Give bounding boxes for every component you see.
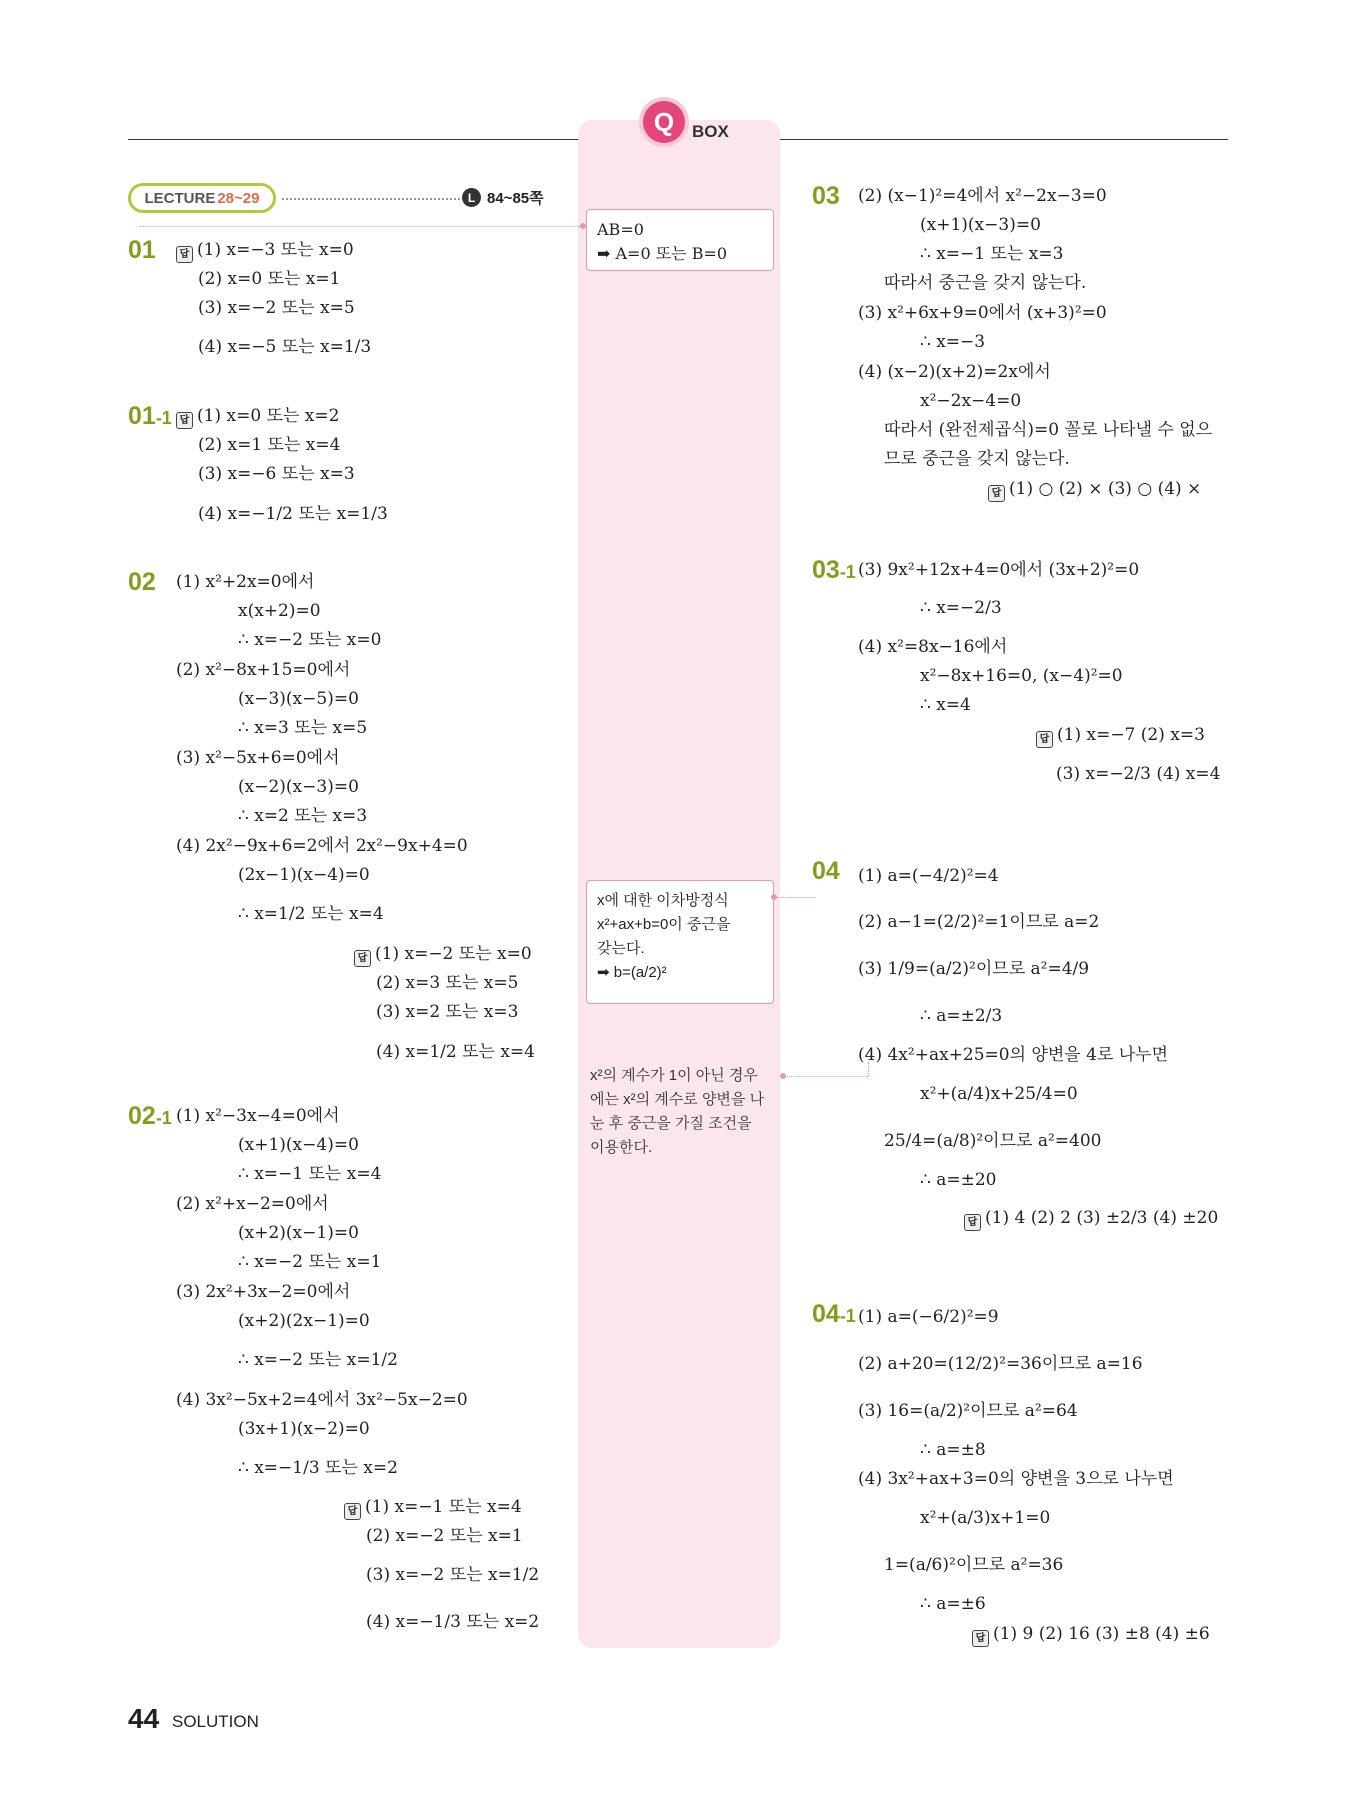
solution-line: ∴ a=±6 — [920, 1594, 986, 1614]
qbox-label: BOX — [692, 122, 729, 141]
answer-icon: 답 — [176, 246, 193, 263]
solution-line: ∴ a=±8 — [920, 1440, 986, 1460]
problem-number-sub: -1 — [839, 1306, 856, 1326]
note-line: x에 대한 이차방정식 — [597, 892, 729, 909]
answer-icon: 답 — [1036, 731, 1053, 748]
answer-text: (1) 4 (2) 2 (3) ±2/3 (4) ±20 — [985, 1208, 1219, 1228]
solution-line: 25/4=(a/8)²이므로 a²=400 — [884, 1131, 1102, 1151]
solution-line: 따라서 (완전제곱식)=0 꼴로 나타낼 수 없으 — [884, 420, 1213, 440]
solution-line: ∴ x=3 또는 x=5 — [238, 718, 368, 738]
answer-icon: 답 — [964, 1214, 981, 1231]
problem-number-main: 02 — [128, 1102, 156, 1130]
footer-label: SOLUTION — [172, 1712, 259, 1731]
answer-line: (2) x=0 또는 x=1 — [198, 269, 341, 289]
solution-line: (2) (x−1)²=4에서 x²−2x−3=0 — [858, 186, 1107, 206]
connector-dot — [771, 894, 777, 900]
qbox-note-leading-coefficient — [590, 1064, 776, 1160]
solution-line: x(x+2)=0 — [238, 601, 321, 621]
solution-line: ∴ x=−2/3 — [920, 598, 1002, 618]
problem-number-01-1 — [128, 402, 172, 431]
note-line: 갖는다. — [597, 940, 645, 957]
qbox-note-double-root — [586, 880, 774, 1004]
solution-line: x²−2x−4=0 — [920, 391, 1022, 411]
solution-line: ∴ x=−2 또는 x=1 — [238, 1252, 382, 1272]
note-line: x²+ax+b=0이 중근을 — [597, 916, 731, 933]
note-connector — [784, 1076, 868, 1077]
note-line: 눈 후 중근을 가질 조건을 — [590, 1115, 752, 1132]
answer-line — [176, 240, 354, 263]
solution-line: ∴ x=−1 또는 x=3 — [920, 244, 1064, 264]
solution-line: (3) 2x²+3x−2=0에서 — [176, 1282, 351, 1302]
note-line: ➡ b=(a/2)² — [597, 964, 667, 981]
solution-line: (4) 3x²+ax+3=0의 양변을 3으로 나누면 — [858, 1469, 1174, 1489]
solution-line: (3) 1/9=(a/2)²이므로 a²=4/9 — [858, 959, 1090, 979]
solution-line: x²−8x+16=0, (x−4)²=0 — [920, 666, 1123, 686]
answer-text: (1) 9 (2) 16 (3) ±8 (4) ±6 — [993, 1624, 1210, 1644]
answer-icon: 답 — [176, 412, 193, 429]
note-line: x²의 계수가 1이 아닌 경우 — [590, 1067, 758, 1084]
problem-number-03: 03 — [812, 182, 840, 210]
answer-text: (1) x=−3 또는 x=0 — [197, 240, 354, 260]
problem-number-03-1 — [812, 556, 856, 585]
solution-line: ∴ a=±20 — [920, 1170, 997, 1190]
note-connector — [774, 897, 816, 898]
solution-line: x²+(a/3)x+1=0 — [920, 1508, 1051, 1528]
answer-line: (3) x=−2/3 (4) x=4 — [1056, 764, 1221, 784]
lecture-page-icon: L — [462, 188, 481, 207]
solution-line: (2x−1)(x−4)=0 — [238, 865, 370, 885]
solution-line: (4) 3x²−5x+2=4에서 3x²−5x−2=0 — [176, 1390, 468, 1410]
note-line: 이용한다. — [590, 1139, 653, 1156]
solution-line: (x−2)(x−3)=0 — [238, 777, 359, 797]
answer-icon: 답 — [344, 1503, 361, 1520]
solution-line: 므로 중근을 갖지 않는다. — [884, 449, 1070, 469]
answer-line — [972, 1624, 1210, 1647]
note-line: AB=0 — [597, 220, 644, 239]
solution-line: (4) x²=8x−16에서 — [858, 637, 1008, 657]
solution-line: (x+2)(x−1)=0 — [238, 1223, 359, 1243]
answer-line: (4) x=−1/3 또는 x=2 — [366, 1612, 540, 1632]
answer-line: (3) x=2 또는 x=3 — [376, 1002, 519, 1022]
qbox-note-zero-product — [586, 209, 774, 271]
solution-line: ∴ x=−1 또는 x=4 — [238, 1164, 382, 1184]
answer-line — [344, 1497, 522, 1520]
answer-icon: 답 — [354, 950, 371, 967]
problem-number-sub: -1 — [155, 408, 172, 428]
answer-text: (1) x=−2 또는 x=0 — [375, 944, 532, 964]
solution-line: (1) a=(−6/2)²=9 — [858, 1307, 999, 1327]
solution-line: (3) x²−5x+6=0에서 — [176, 748, 340, 768]
lecture-badge — [128, 183, 276, 213]
solution-line: (1) a=(−4/2)²=4 — [858, 866, 999, 886]
problem-number-04-1 — [812, 1300, 856, 1329]
solution-line: (2) x²+x−2=0에서 — [176, 1194, 329, 1214]
problem-number-01: 01 — [128, 236, 156, 264]
solution-line: (x+1)(x−3)=0 — [920, 215, 1041, 235]
solution-line: ∴ x=−3 — [920, 332, 986, 352]
answer-text: (1) x=0 또는 x=2 — [197, 406, 340, 426]
answer-line: (2) x=3 또는 x=5 — [376, 973, 519, 993]
answer-line: (3) x=−2 또는 x=1/2 — [366, 1565, 540, 1585]
answer-line: (3) x=−2 또는 x=5 — [198, 298, 355, 318]
solution-line: (1) x²−3x−4=0에서 — [176, 1106, 340, 1126]
answer-line: (3) x=−6 또는 x=3 — [198, 464, 355, 484]
solution-line: (x+2)(2x−1)=0 — [238, 1311, 370, 1331]
solution-line: (4) 2x²−9x+6=2에서 2x²−9x+4=0 — [176, 836, 468, 856]
problem-number-04: 04 — [812, 857, 840, 885]
answer-icon: 답 — [972, 1630, 989, 1647]
solution-line: x²+(a/4)x+25/4=0 — [920, 1084, 1078, 1104]
solution-line: (1) x²+2x=0에서 — [176, 572, 315, 592]
problem-number-main: 01 — [128, 402, 156, 430]
lecture-leader-dots — [282, 198, 460, 200]
answer-line: (4) x=1/2 또는 x=4 — [376, 1042, 535, 1062]
solution-line: (2) x²−8x+15=0에서 — [176, 660, 351, 680]
solution-line: ∴ x=2 또는 x=3 — [238, 806, 368, 826]
problem-number-main: 04 — [812, 1300, 840, 1328]
solution-line: ∴ x=4 — [920, 695, 971, 715]
solution-line: (4) 4x²+ax+25=0의 양변을 4로 나누면 — [858, 1045, 1169, 1065]
solution-line: ∴ x=−1/3 또는 x=2 — [238, 1458, 398, 1478]
note-line: 에는 x²의 계수로 양변을 나 — [590, 1091, 765, 1108]
solution-line: (3) 16=(a/2)²이므로 a²=64 — [858, 1401, 1078, 1421]
solution-line: (3) 9x²+12x+4=0에서 (3x+2)²=0 — [858, 560, 1140, 580]
solution-line: (4) (x−2)(x+2)=2x에서 — [858, 362, 1051, 382]
page-reference — [462, 187, 544, 208]
note-connector — [140, 226, 584, 227]
solution-line: ∴ x=1/2 또는 x=4 — [238, 904, 384, 924]
answer-line — [354, 944, 532, 967]
answer-line — [1036, 725, 1205, 748]
answer-line — [988, 479, 1201, 502]
answer-line: (4) x=−1/2 또는 x=1/3 — [198, 504, 388, 524]
solution-line: (3) x²+6x+9=0에서 (x+3)²=0 — [858, 303, 1107, 323]
solution-line: (x−3)(x−5)=0 — [238, 689, 359, 709]
note-line: ➡ A=0 또는 B=0 — [597, 244, 728, 263]
qbox-logo-icon: Q — [643, 101, 685, 143]
answer-line: (2) x=1 또는 x=4 — [198, 435, 341, 455]
page-reference-text: 84~85쪽 — [487, 190, 544, 207]
lecture-prefix: LECTURE — [144, 189, 216, 207]
answer-text: (1) x=−7 (2) x=3 — [1057, 725, 1205, 745]
problem-number-02: 02 — [128, 568, 156, 596]
solution-line: 따라서 중근을 갖지 않는다. — [884, 273, 1087, 293]
problem-number-sub: -1 — [155, 1108, 172, 1128]
solution-line: ∴ x=−2 또는 x=1/2 — [238, 1350, 398, 1370]
answer-line — [176, 406, 339, 429]
problem-number-sub: -1 — [839, 562, 856, 582]
page-number: 44 — [128, 1703, 160, 1734]
answer-line: (4) x=−5 또는 x=1/3 — [198, 337, 372, 357]
solution-line: ∴ x=−2 또는 x=0 — [238, 630, 382, 650]
problem-number-main: 03 — [812, 556, 840, 584]
lecture-range: 28~29 — [217, 189, 260, 207]
solution-line: (3x+1)(x−2)=0 — [238, 1419, 370, 1439]
answer-line — [964, 1208, 1218, 1231]
solution-line: (2) a−1=(2/2)²=1이므로 a=2 — [858, 912, 1100, 932]
solution-line: (2) a+20=(12/2)²=36이므로 a=16 — [858, 1354, 1143, 1374]
solution-line: (x+1)(x−4)=0 — [238, 1135, 359, 1155]
solution-line: ∴ a=±2/3 — [920, 1006, 1003, 1026]
answer-line: (2) x=−2 또는 x=1 — [366, 1526, 523, 1546]
solution-line: 1=(a/6)²이므로 a²=36 — [884, 1555, 1064, 1575]
answer-text: (1) ○ (2) × (3) ○ (4) × — [1009, 479, 1202, 499]
problem-number-02-1 — [128, 1102, 172, 1131]
answer-text: (1) x=−1 또는 x=4 — [365, 1497, 522, 1517]
answer-icon: 답 — [988, 485, 1005, 502]
